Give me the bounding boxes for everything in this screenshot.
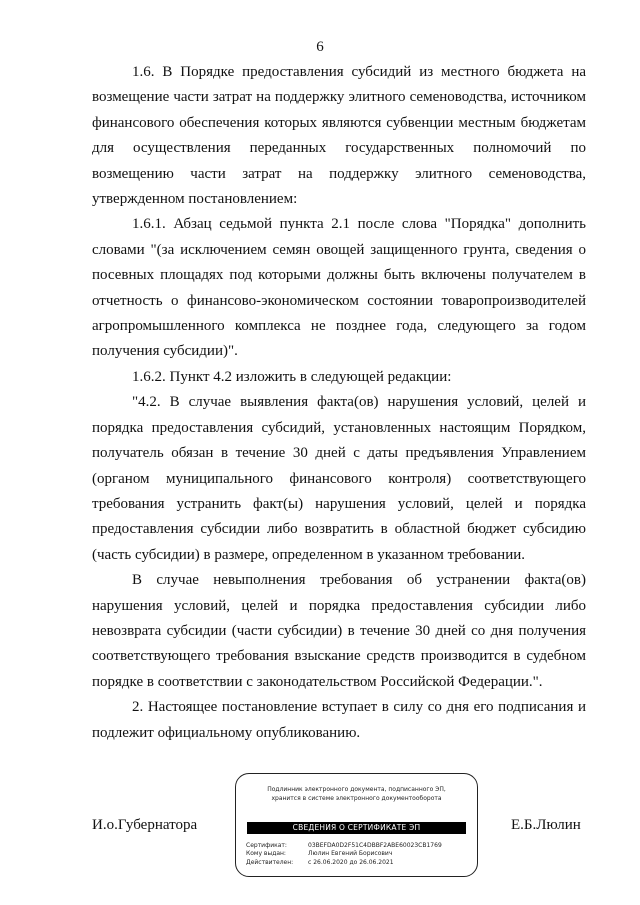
document-body <box>92 60 586 746</box>
issued-to-value: Люлин Евгений Борисович <box>308 850 393 858</box>
valid-value: с 26.06.2020 до 26.06.2021 <box>308 858 394 866</box>
paragraph-4-2: "4.2. В случае выявления факта(ов) нарушения условий, целей и порядка предоставления субсидий, установленных настоящим Порядком, получатель обязан в течение 30 дней с даты предъявления Управлением (органом муниципального финансового контроля) соответствующего требования устранить факт(ы) нарушения условий, целей и порядка предоставления субсидии либо возвратить в областной бюджет субсидию (часть субсидии) в размере, определенном в указанном требовании. <box>92 394 586 563</box>
signer-role: И.о.Губернатора <box>92 817 198 833</box>
stamp-notice-line: Подлинник электронного документа, подписанного ЭП, <box>267 786 446 793</box>
signer-name: Е.Б.Люлин <box>511 817 581 833</box>
issued-to-label: Кому выдан: <box>246 850 286 858</box>
stamp-header: СВЕДЕНИЯ О СЕРТИФИКАТЕ ЭП <box>247 822 466 834</box>
paragraph-1-6-1: 1.6.1. Абзац седьмой пункта 2.1 после слова "Порядка" дополнить словами "(за исключением семян овощей защищенного грунта, сведения о посевных площадях под которыми должны быть включены получателем в отчетность о финансово-экономическом состоянии товаропроизводителей агропромышленного комплекса не позднее года, следующего за годом получения субсидии)". <box>92 216 586 360</box>
stamp-row-issued-to <box>246 850 471 858</box>
paragraph-4-2-continued: В случае невыполнения требования об устранении факта(ов) нарушения условий, целей и порядка предоставления субсидии либо невозврата субсидии (части субсидии) в течение 30 дней со дня получения соответствующего требования взыскание средств производится в судебном порядке в соответствии с законодательством Российской Федерации.". <box>92 572 586 690</box>
certificate-label: Сертификат: <box>246 842 287 849</box>
stamp-row-certificate <box>246 842 471 850</box>
stamp-notice-line: хранится в системе электронного документооборота <box>271 795 442 802</box>
electronic-signature-stamp <box>235 773 478 877</box>
paragraph-1-6: 1.6. В Порядке предоставления субсидий из местного бюджета на возмещение части затрат на поддержку элитного семеноводства, источником финансового обеспечения которых являются субвенции местным бюджетам для осуществления переданных государственных полномочий по возмещению части затрат на поддержку элитного семеноводства, утвержденном постановлением: <box>92 64 586 208</box>
certificate-value: 03BEFDA0D2F51C4DBBF2ABE60023CB1769 <box>308 842 442 849</box>
valid-label: Действителен: <box>246 858 294 866</box>
paragraph-2: 2. Настоящее постановление вступает в силу со дня его подписания и подлежит официальному опубликованию. <box>92 699 586 741</box>
paragraph-1-6-2: 1.6.2. Пункт 4.2 изложить в следующей редакции: <box>132 368 452 385</box>
stamp-certificate-details <box>246 842 471 867</box>
page-number: 6 <box>316 39 324 55</box>
stamp-notice <box>244 785 469 803</box>
stamp-row-valid <box>246 859 471 867</box>
